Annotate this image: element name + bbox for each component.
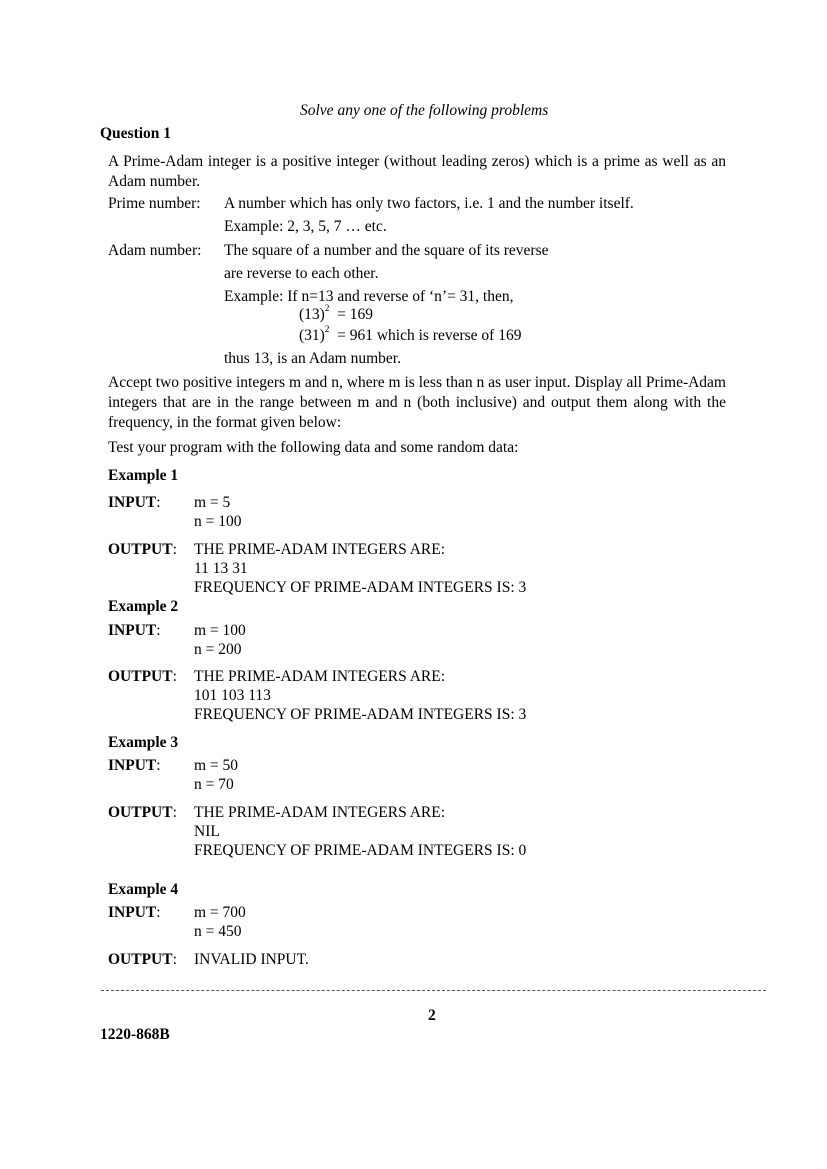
adam-square-13: $(13)^2 = 169$ bbox=[299, 303, 373, 323]
example-2-out1: THE PRIME-ADAM INTEGERS ARE: bbox=[194, 668, 446, 685]
example-3-m: m = 50 bbox=[194, 757, 239, 774]
prime-definition: A number which has only two factors, i.e. 1 and the number itself. bbox=[224, 195, 634, 212]
example-1-out1: THE PRIME-ADAM INTEGERS ARE: bbox=[194, 541, 446, 558]
example-1-output-label: OUTPUT: bbox=[108, 541, 177, 558]
prime-label: Prime number: bbox=[108, 195, 201, 212]
example-2-out3: FREQUENCY OF PRIME-ADAM INTEGERS IS: 3 bbox=[194, 706, 527, 723]
example-1-n: n = 100 bbox=[194, 513, 242, 530]
footer-divider bbox=[101, 990, 766, 991]
example-4-input-label: INPUT: bbox=[108, 904, 161, 921]
example-4-title: Example 4 bbox=[108, 881, 179, 898]
adam-square-31: $(31)^2 = 961$ which is reverse of 169 bbox=[299, 324, 522, 344]
example-1-out2: 11 13 31 bbox=[194, 560, 248, 577]
question-title: Question 1 bbox=[100, 125, 172, 142]
example-4-out1: INVALID INPUT. bbox=[194, 951, 309, 968]
example-3-title: Example 3 bbox=[108, 734, 179, 751]
example-1-out3: FREQUENCY OF PRIME-ADAM INTEGERS IS: 3 bbox=[194, 579, 527, 596]
example-3-out1: THE PRIME-ADAM INTEGERS ARE: bbox=[194, 804, 446, 821]
task-paragraph: Accept two positive integers m and n, where m is less than n as user input. Display all Prime-Adam integers that are in the range between m and n (both inclusive) and output them along with the frequency, in the format given below: bbox=[108, 374, 726, 431]
example-3-output-label: OUTPUT: bbox=[108, 804, 177, 821]
example-1-m: m = 5 bbox=[194, 494, 231, 511]
example-2-title: Example 2 bbox=[108, 598, 179, 615]
paper-code: 1220-868B bbox=[100, 1026, 170, 1043]
example-2-input-label: INPUT: bbox=[108, 622, 161, 639]
example-3-input-label: INPUT: bbox=[108, 757, 161, 774]
example-4-m: m = 700 bbox=[194, 904, 246, 921]
example-4-n: n = 450 bbox=[194, 923, 242, 940]
example-3-out3: FREQUENCY OF PRIME-ADAM INTEGERS IS: 0 bbox=[194, 842, 527, 859]
example-2-n: n = 200 bbox=[194, 641, 242, 658]
instruction: Solve any one of the following problems bbox=[300, 102, 549, 119]
example-3-out2: NIL bbox=[194, 823, 220, 840]
example-1-input-label: INPUT: bbox=[108, 494, 161, 511]
adam-definition-line1: The square of a number and the square of its reverse bbox=[224, 242, 549, 259]
intro-paragraph: A Prime-Adam integer is a positive integer (without leading zeros) which is a prime as well as an Adam number. bbox=[108, 153, 726, 190]
example-1-title: Example 1 bbox=[108, 467, 179, 484]
adam-label: Adam number: bbox=[108, 242, 202, 259]
example-4-output-label: OUTPUT: bbox=[108, 951, 177, 968]
adam-conclusion: thus 13, is an Adam number. bbox=[224, 350, 401, 367]
test-line: Test your program with the following data and some random data: bbox=[108, 439, 519, 456]
example-2-m: m = 100 bbox=[194, 622, 246, 639]
example-2-out2: 101 103 113 bbox=[194, 687, 271, 704]
page-number: 2 bbox=[428, 1007, 436, 1024]
adam-example-line: Example: If n=13 and reverse of ‘n’= 31, then, bbox=[224, 288, 514, 305]
adam-definition-line2: are reverse to each other. bbox=[224, 265, 379, 282]
example-2-output-label: OUTPUT: bbox=[108, 668, 177, 685]
example-3-n: n = 70 bbox=[194, 776, 234, 793]
prime-example: Example: 2, 3, 5, 7 … etc. bbox=[224, 218, 387, 235]
